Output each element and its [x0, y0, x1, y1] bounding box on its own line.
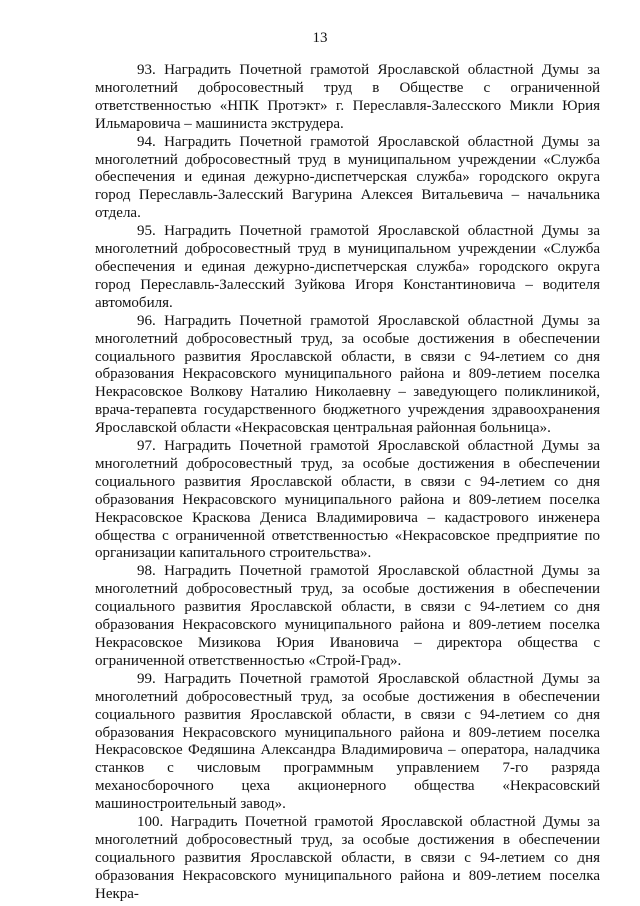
paragraph-96: 96. Наградить Почетной грамотой Ярославской областной Думы за многолетний добросовестный труд, за особые достижения в обеспечении социального развития Ярославской области, в связи с 94-летием со дня образования Некрасовского муниципального района и 809-летием поселка Некрасовское Волкову Наталию Николаевну – заведующего поликлиникой, врача-терапевта государственного бюджетного учреждения здравоохранения Ярославской области «Некрасовская центральная районная больница». [95, 312, 600, 437]
page-number: 13 [312, 30, 328, 46]
paragraph-100: 100. Наградить Почетной грамотой Ярославской областной Думы за многолетний добросовестный труд, за особые достижения в обеспечении социального развития Ярославской области, в связи с 94-летием со дня образования Некрасовского муниципального района и 809-летием поселка Некра- [95, 814, 600, 902]
paragraph-97: 97. Наградить Почетной грамотой Ярославской областной Думы за многолетний добросовестный труд, за особые достижения в обеспечении социального развития Ярославской области, в связи с 94-летием со дня образования Некрасовского муниципального района и 809-летием поселка Некрасовское Краскова Дениса Владимировича – кадастрового инженера общества с ограниченной ответственностью «Некрасовское предприятие по организации капитального строительства». [95, 438, 600, 562]
paragraph-98: 98. Наградить Почетной грамотой Ярославской областной Думы за многолетний добросовестный труд, за особые достижения в обеспечении социального развития Ярославской области, в связи с 94-летием со дня образования Некрасовского муниципального района и 809-летием поселка Некрасовское Мизикова Юрия Ивановича – директора общества с ограниченной ответственностью «Строй-Град». [95, 563, 600, 669]
paragraph-99: 99. Наградить Почетной грамотой Ярославской областной Думы за многолетний добросовестный труд, за особые достижения в обеспечении социального развития Ярославской области, в связи с 94-летием со дня образования Некрасовского муниципального района и 809-летием поселка Некрасовское Федяшина Александра Владимировича – оператора, наладчика станков с числовым программным управлением 7-го разряда механосборочного цеха акционерного общества «Некрасовский машиностроительный завод». [95, 670, 600, 813]
paragraph-93: 93. Наградить Почетной грамотой Ярославской областной Думы за многолетний добросовестный труд в Обществе с ограниченной ответственностью «НПК Протэкт» г. Переславля-Залесского Микли Юрия Ильмаровича – машиниста экструдера. [95, 62, 600, 132]
document-body [95, 62, 600, 904]
paragraph-94: 94. Наградить Почетной грамотой Ярославской областной Думы за многолетний добросовестный труд в муниципальном учреждении «Служба обеспечения и единая дежурно-диспетчерская служба» городского округа город Переславль-Залесский Вагурина Алексея Витальевича – начальника отдела. [95, 133, 600, 222]
paragraph-95: 95. Наградить Почетной грамотой Ярославской областной Думы за многолетний добросовестный труд в муниципальном учреждении «Служба обеспечения и единая дежурно-диспетчерская служба» городского округа город Переславль-Залесский Зуйкова Игоря Константиновича – водителя автомобиля. [95, 223, 600, 311]
